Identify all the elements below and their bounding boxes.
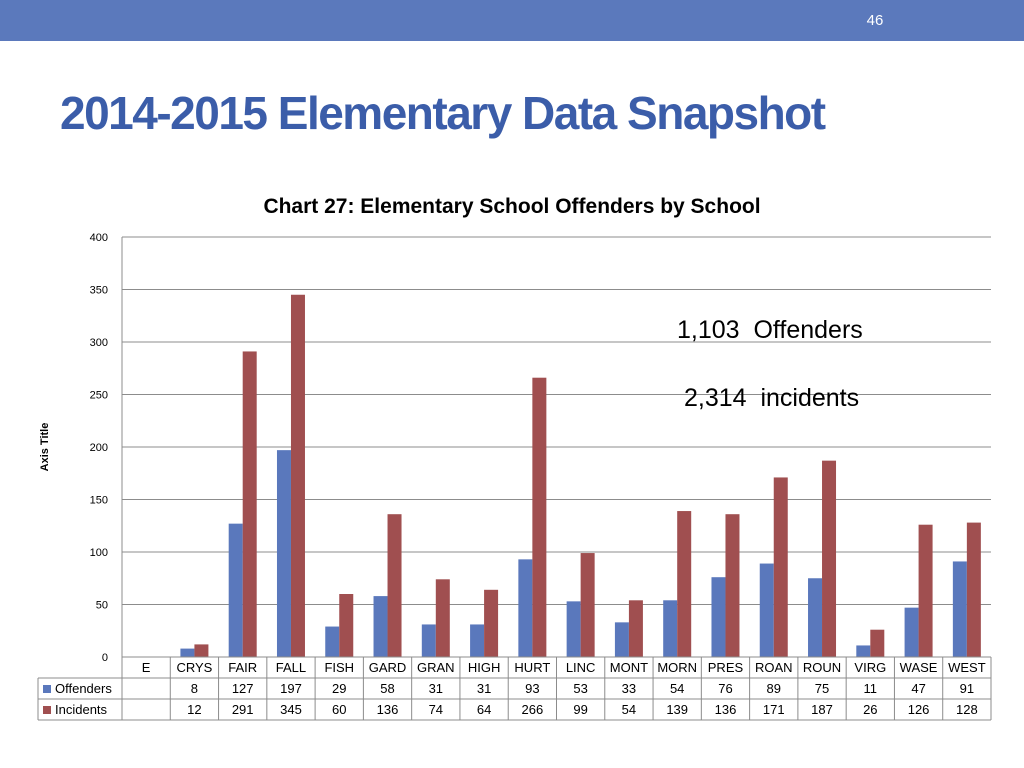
data-table-value: 26 xyxy=(863,702,878,717)
data-table-value: 127 xyxy=(231,681,254,696)
page-number: 46 xyxy=(866,12,884,29)
x-category-label: MONT xyxy=(609,660,649,675)
bar-incidents-wase xyxy=(919,525,933,657)
data-table-value: 291 xyxy=(231,702,254,717)
y-tick-label: 400 xyxy=(89,232,108,244)
x-category-label: FALL xyxy=(275,660,307,675)
bar-offenders-linc xyxy=(567,601,581,657)
bar-offenders-fish xyxy=(325,627,339,657)
data-table-value: 126 xyxy=(907,702,930,717)
bar-incidents-hurt xyxy=(532,378,546,657)
data-table-value: 31 xyxy=(428,681,444,696)
bar-offenders-virg xyxy=(856,645,870,657)
bar-offenders-mont xyxy=(615,622,629,657)
data-table-value: 345 xyxy=(280,702,302,717)
bar-offenders-fair xyxy=(229,524,243,657)
bar-offenders-high xyxy=(470,624,484,657)
bar-incidents-fish xyxy=(339,594,353,657)
y-axis-title: Axis Title xyxy=(39,422,51,472)
x-category-label: FAIR xyxy=(228,660,258,675)
x-category-label: VIRG xyxy=(854,660,887,675)
data-table-value: 75 xyxy=(814,681,830,696)
offenders-total-annotation: 1,103 Offenders xyxy=(677,316,863,344)
bar-offenders-gran xyxy=(422,624,436,657)
x-category-label: MORN xyxy=(657,660,698,675)
bar-offenders-fall xyxy=(277,450,291,657)
bar-incidents-pres xyxy=(725,514,739,657)
bar-incidents-gran xyxy=(436,579,450,657)
data-table-value: 53 xyxy=(573,681,588,696)
y-tick-label: 300 xyxy=(89,337,108,349)
data-table-value: 76 xyxy=(718,681,733,696)
bar-incidents-crys xyxy=(194,644,208,657)
x-category-label: CRYS xyxy=(176,660,213,675)
data-table-value: 89 xyxy=(766,681,781,696)
y-tick-label: 200 xyxy=(89,442,108,454)
x-category-label: ROUN xyxy=(802,660,842,675)
x-category-label: FISH xyxy=(324,660,355,675)
data-table-value: 29 xyxy=(332,681,347,696)
bar-incidents-roan xyxy=(774,477,788,657)
x-category-label: GARD xyxy=(368,660,407,675)
incidents-total-annotation: 2,314 incidents xyxy=(684,384,860,412)
y-tick-label: 50 xyxy=(95,599,108,612)
data-table-value: 47 xyxy=(911,681,926,696)
data-table-value: 171 xyxy=(762,702,785,717)
data-table-value: 136 xyxy=(714,702,737,717)
data-table-value: 11 xyxy=(863,681,878,696)
x-category-label: HURT xyxy=(514,660,551,675)
bar-incidents-morn xyxy=(677,511,691,657)
data-table-value: 93 xyxy=(525,681,540,696)
bar-offenders-crys xyxy=(180,649,194,657)
x-category-label: GRAN xyxy=(417,660,455,675)
bar-incidents-gard xyxy=(388,514,402,657)
x-category-label: E xyxy=(141,660,151,675)
x-category-label: ROAN xyxy=(754,660,793,675)
data-table-value: 91 xyxy=(959,681,975,696)
data-table-value: 99 xyxy=(573,702,588,717)
x-category-label: LINC xyxy=(565,660,596,675)
bar-offenders-wase xyxy=(905,608,919,657)
data-table-value: 60 xyxy=(332,702,347,717)
y-tick-label: 250 xyxy=(89,389,108,402)
x-category-label: WASE xyxy=(899,660,938,675)
data-table-value: 8 xyxy=(190,681,199,696)
y-tick-label: 100 xyxy=(89,547,108,559)
legend-key-incidents xyxy=(43,706,51,714)
data-table-value: 197 xyxy=(280,681,302,696)
chart-title: Chart 27: Elementary School Offenders by School xyxy=(263,195,761,218)
data-table-value: 139 xyxy=(666,702,689,717)
slide-title: 2014-2015 Elementary Data Snapshot xyxy=(60,87,825,139)
bar-incidents-west xyxy=(967,523,981,657)
data-table-value: 136 xyxy=(376,702,399,717)
data-table-value: 54 xyxy=(669,681,685,696)
data-table-value: 74 xyxy=(428,702,444,717)
data-table-value: 54 xyxy=(621,702,637,717)
x-category-label: HIGH xyxy=(467,660,501,675)
y-tick-label: 150 xyxy=(89,494,108,507)
data-table-value: 31 xyxy=(476,681,492,696)
bar-offenders-morn xyxy=(663,600,677,657)
legend-label: Offenders xyxy=(55,681,112,696)
x-category-label: WEST xyxy=(948,660,986,675)
data-table-value: 187 xyxy=(811,702,833,717)
y-tick-label: 0 xyxy=(101,652,108,664)
bar-offenders-west xyxy=(953,561,967,657)
data-table-value: 266 xyxy=(521,702,544,717)
bar-incidents-fall xyxy=(291,295,305,657)
data-table-value: 58 xyxy=(380,681,395,696)
bar-incidents-linc xyxy=(581,553,595,657)
bar-incidents-fair xyxy=(243,351,257,657)
bar-offenders-hurt xyxy=(518,559,532,657)
x-category-label: PRES xyxy=(707,660,744,675)
bar-incidents-roun xyxy=(822,461,836,657)
data-table-value: 33 xyxy=(621,681,637,696)
data-table-value: 12 xyxy=(187,702,202,717)
bar-offenders-roan xyxy=(760,564,774,657)
data-table-value: 64 xyxy=(476,702,492,717)
y-tick-label: 350 xyxy=(89,284,108,297)
data-table-value: 128 xyxy=(956,702,978,717)
bar-offenders-roun xyxy=(808,578,822,657)
bar-incidents-mont xyxy=(629,600,643,657)
bar-incidents-virg xyxy=(870,630,884,657)
bar-offenders-pres xyxy=(711,577,725,657)
bar-offenders-gard xyxy=(374,596,388,657)
legend-label: Incidents xyxy=(55,702,108,717)
legend-key-offenders xyxy=(43,685,51,693)
bar-incidents-high xyxy=(484,590,498,657)
